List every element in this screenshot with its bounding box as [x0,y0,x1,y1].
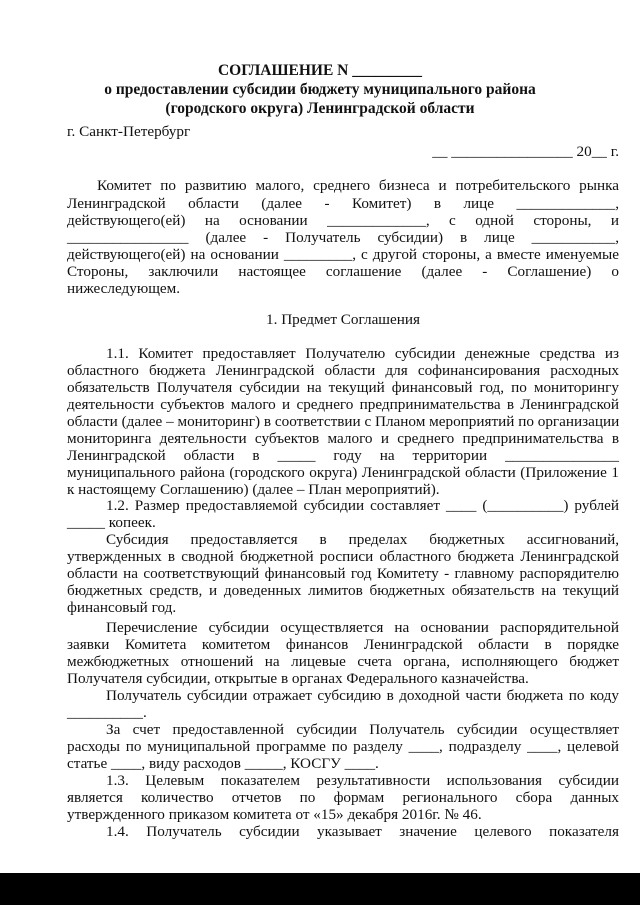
paragraph-line: Получатель субсидии отражает субсидию в доходной части бюджета по коду [106,687,619,704]
paragraph-line: к настоящему Соглашению) (далее – План мероприятий). [67,481,440,498]
paragraph-line: Получателя субсидии, открытые в органах Федерального казначейства. [67,670,529,687]
paragraph-line: расходы по муниципальной программе по разделу ____, подразделу ____, целевой [67,738,619,755]
paragraph-line: статье ____, виду расходов _____, КОСГУ ____. [67,755,379,772]
paragraph-line: финансовый год. [67,599,177,616]
paragraph-line: __________. [67,704,147,721]
section-heading: 1. Предмет Соглашения [266,311,420,328]
paragraph-line: утвержденных в сводной бюджетной росписи областного бюджета Ленинградской [67,548,619,565]
paragraph-line: За счет предоставленной субсидии Получатель субсидии осуществляет [106,721,619,738]
scan-footer-band [0,873,640,905]
paragraph-line: Субсидия предоставляется в пределах бюджетных ассигнований, [106,531,619,548]
paragraph-line: области на соответствующий финансовый год Комитету - главному распорядителю [67,565,619,582]
paragraph-line: _____ копеек. [67,514,156,531]
paragraph-line: 1.4. Получатель субсидии указывает значение целевого показателя [106,823,619,840]
paragraph-line: Стороны, заключили настоящее соглашение (далее - Соглашение) о [67,263,619,280]
paragraph-line: ________________ (далее - Получатель субсидии) в лице ___________, [67,229,619,246]
paragraph-line: областного бюджета Ленинградской области для софинансирования расходных [67,362,619,379]
signing-date: __ ________________ 20__ г. [432,143,619,160]
paragraph-line: нижеследующем. [67,280,181,297]
paragraph-line: действующего(ей) на основании _____________, с одной стороны, и [67,212,619,229]
paragraph-line: является количество отчетов по формам регионального сбора данных [67,789,619,806]
paragraph-line: бюджетных средств, и доведенных лимитов бюджетных обязательств на текущий [67,582,619,599]
paragraph-line: утвержденного приказом комитета от «15» декабря 2016г. № 46. [67,806,482,823]
document-title: СОГЛАШЕНИЕ N _________ [217,62,423,79]
paragraph-line: межбюджетных отношений на лицевые счета органа, исполняющего бюджет [67,653,619,670]
document-subtitle-line-1: о предоставлении субсидии бюджету муниципального района [104,81,536,98]
paragraph-line: 1.2. Размер предоставляемой субсидии составляет ____ (__________) рублей [106,497,619,514]
paragraph-line: 1.1. Комитет предоставляет Получателю субсидии денежные средства из [106,345,619,362]
place-of-signing: г. Санкт-Петербург [67,123,191,140]
paragraph-line: Ленинградской области в _____ году на территории _______________ [67,447,619,464]
paragraph-line: Перечисление субсидии осуществляется на основании распорядительной [106,619,619,636]
paragraph-line: муниципального района (городского округа) Ленинградской области (Приложение 1 [67,464,619,481]
document-subtitle-line-2: (городского округа) Ленинградской области [165,100,475,117]
paragraph-line: действующего(ей) на основании _________, с другой стороны, а вместе именуемые [67,246,619,263]
paragraph-line: деятельности субъектов малого и среднего предпринимательства в Ленинградской [67,396,619,413]
paragraph-line: заявки Комитета комитетом финансов Ленинградской области в порядке [67,636,619,653]
paragraph-line: мониторинга деятельности субъектов малого и среднего предпринимательства в [67,430,619,447]
paragraph-line: Комитет по развитию малого, среднего бизнеса и потребительского рынка [97,177,619,194]
paragraph-line: Ленинградской области (далее - Комитет) в лице _____________, [67,195,619,212]
paragraph-line: обязательств Получателя субсидии на текущий финансовый год, по мониторингу [67,379,619,396]
paragraph-line: 1.3. Целевым показателем результативности использования субсидии [106,772,619,789]
paragraph-line: области (далее – мониторинг) в соответствии с Планом мероприятий по организации [67,413,620,430]
